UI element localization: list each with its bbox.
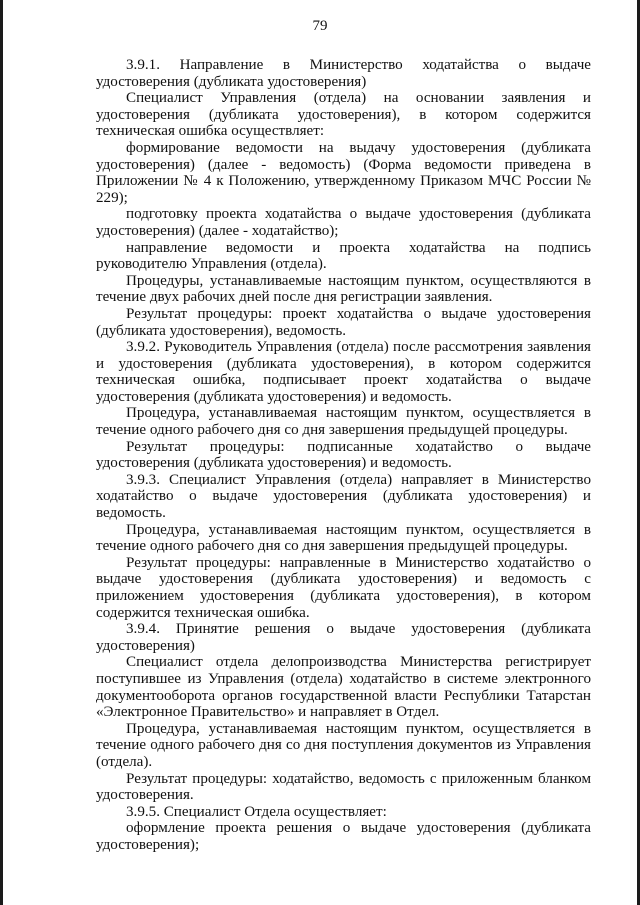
- paragraph: Результат процедуры: ходатайство, ведомость с приложенным бланком удостоверения.: [96, 770, 591, 804]
- paragraph: оформление проекта решения о выдаче удостоверения (дубликата удостоверения);: [96, 820, 591, 853]
- paragraph-3-9-5: 3.9.5. Специалист Отдела осуществляет:: [126, 803, 387, 820]
- document-body: [96, 57, 591, 854]
- paragraph: Процедура, устанавливаемая настоящим пунктом, осуществляется в течение одного рабочего дня со дня завершения предыдущей процедуры.: [96, 521, 591, 555]
- paragraph: Процедура, устанавливаемая настоящим пунктом, осуществляется в течение одного рабочего дня со дня завершения предыдущей процедуры.: [96, 405, 591, 439]
- page-number: 79: [312, 18, 328, 34]
- paragraph: Результат процедуры: подписанные ходатайство о выдаче удостоверения (дубликата удостоверения) и ведомость.: [96, 438, 591, 472]
- scan-edge-left: [0, 0, 3, 905]
- paragraph: Процедура, устанавливаемая настоящим пунктом, осуществляется в течение одного рабочего дня со дня поступления документов из Управления (отдела).: [96, 720, 591, 770]
- paragraph-3-9-4-heading: 3.9.4. Принятие решения о выдаче удостоверения (дубликата удостоверения): [96, 621, 591, 654]
- paragraph: подготовку проекта ходатайства о выдаче удостоверения (дубликата удостоверения) (далее - ходатайство);: [96, 206, 591, 239]
- paragraph-3-9-2: 3.9.2. Руководитель Управления (отдела) после рассмотрения заявления и удостоверения (дубликата удостоверения), в котором содержится техническая ошибка, подписывает проект ходатайства о выдаче удостоверения (дубликата удостоверения) и ведомость.: [96, 339, 591, 405]
- paragraph: направление ведомости и проекта ходатайства на подпись руководителю Управления (отдела).: [96, 239, 591, 273]
- paragraph: Результат процедуры: направленные в Министерство ходатайство о выдаче удостоверения (дубликата удостоверения) и ведомость с приложением удостоверения (дубликата удостоверения), в котором содержится техническая ошибка.: [96, 554, 591, 621]
- paragraph-3-9-3: 3.9.3. Специалист Управления (отдела) направляет в Министерство ходатайство о выдаче удостоверения (дубликата удостоверения) и ведомость.: [96, 471, 591, 522]
- paragraph: Результат процедуры: проект ходатайства о выдаче удостоверения (дубликата удостоверения), ведомость.: [96, 305, 591, 339]
- paragraph: Специалист Управления (отдела) на основании заявления и удостоверения (дубликата удостоверения), в котором содержится техническая ошибка осуществляет:: [96, 90, 591, 140]
- paragraph: Специалист отдела делопроизводства Министерства регистрирует поступившее из Управления (отдела) ходатайство в системе электронного документооборота органов государственной власти Республики Татарстан «Электронное Правительство» и направляет в Отдел.: [96, 654, 591, 721]
- paragraph: Процедуры, устанавливаемые настоящим пунктом, осуществляются в течение двух рабочих дней после дня регистрации заявления.: [96, 272, 591, 306]
- paragraph-3-9-1-heading: 3.9.1. Направление в Министерство ходатайства о выдаче удостоверения (дубликата удостоверения): [96, 57, 591, 90]
- paragraph: формирование ведомости на выдачу удостоверения (дубликата удостоверения) (далее - ведомость) (Форма ведомости приведена в Приложении № 4 к Положению, утвержденному Приказом МЧС России № 229);: [96, 139, 591, 206]
